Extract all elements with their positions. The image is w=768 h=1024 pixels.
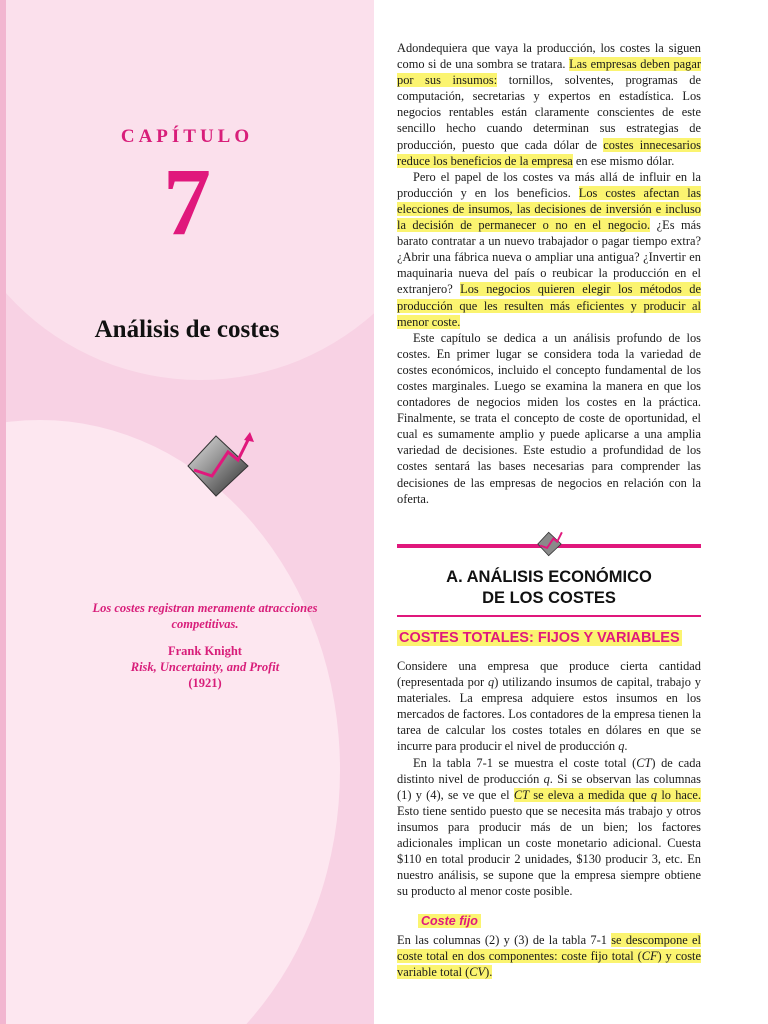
epigraph-text: Los costes registran meramente atracciones competitivas.: [92, 601, 318, 631]
epigraph-book: Risk, Uncertainty, and Profit: [130, 660, 280, 674]
intro-paragraph-1: Adondequiera que vaya la producción, los costes la siguen como si de una sombra se tratara. Las empresas deben pagar por sus insumos: tornillos, solventes, programas de computación, secretarias y expertos en estadística. Los negocios rentables están claramente conscientes de este sencillo hecho cuando determinan sus estrategias de producción, puesto que cada dólar de costes innecesarios reduce los beneficios de la empresa en ese mismo dólar.: [397, 41, 702, 168]
chapter-number: 7: [163, 148, 211, 255]
intro-paragraph-2: Pero el papel de los costes va más allá de influir en la producción y en los beneficios. Los costes afectan las elecciones de insumos, las decisiones de inversión e incluso la decisión de permanecer o no en el negocio. ¿Es más barato contratar a un nuevo trabajador o pagar tiempo extra? ¿Abrir una fábrica nueva o ampliar una antigua? ¿Invertir en maquinaria nueva del país o reubicar la producción en el extranjero? Los negocios quieren elegir los métodos de producción que les resulten más eficientes y producir al menor coste.: [397, 169, 702, 329]
intro-paragraph-3: Este capítulo se dedica a un análisis profundo de los costes. En primer lugar se considera toda la variedad de costes económicos, incluido el concepto fundamental de los costes marginales. Luego se examina la manera en que los contadores de negocios miden los costes en la práctica. Finalmente, se trata el concepto de coste de oportunidad, el cual es sumamente amplio y puede aplicarse a una amplia variedad de decisiones. Este estudio a profundidad de los costes sentará las bases necesarias para comprender las decisiones de las empresas de negocios en relación con la oferta.: [397, 330, 701, 506]
subsection-paragraph-1: Considere una empresa que produce cierta cantidad (representada por q) utilizando insumos de capital, trabajo y materiales. La empresa adquiere estos insumos en los mercados de factores. Los contadores de la empresa tienen la tarea de calcular los costes totales en dólares en que se incurre para producir el nivel de producción q.: [397, 659, 701, 754]
fixed-cost-title: Coste fijo: [418, 914, 481, 928]
subsection-title: COSTES TOTALES: FIJOS Y VARIABLES: [399, 630, 680, 646]
epigraph-author: Frank Knight: [168, 644, 242, 658]
chart-logo-small-icon: [537, 530, 565, 563]
chart-logo-icon: [186, 430, 258, 507]
fixed-cost-text: [397, 932, 701, 980]
section-header: [397, 544, 701, 617]
fixed-cost-paragraph: En las columnas (2) y (3) de la tabla 7-1 se descompone el coste total en dos componentes: coste fijo total (CF) y coste variable total (CV).: [397, 933, 701, 980]
intro-text: [397, 40, 701, 507]
subsection-paragraph-2: En la tabla 7-1 se muestra el coste total (CT) de cada distinto nivel de producción q. Si se observan las columnas (1) y (4), se ve que el CT se eleva a medida que q lo hace. Esto tiene sentido puesto que se necesita más trabajo y otros insumos para producir más de un bien; los factores adicionales implican un coste monetario adicional. Cuesta $110 en total producir 2 unidades, $130 producir 3, etc. En nuestro análisis, se supone que la empresa siempre obtiene su producto al menor coste posible.: [397, 755, 702, 899]
epigraph-year: (1921): [188, 676, 222, 690]
chapter-title: Análisis de costes: [94, 316, 280, 343]
chapter-label: CAPÍTULO: [120, 126, 254, 147]
decor-circle-bottom: [0, 420, 340, 1024]
section-title: A. ANÁLISIS ECONÓMICO DE LOS COSTES: [446, 568, 652, 607]
subsection-text: [397, 658, 701, 899]
section-rule-bottom: [397, 615, 701, 617]
chapter-sidebar: [0, 0, 374, 1024]
epigraph: [60, 600, 350, 691]
